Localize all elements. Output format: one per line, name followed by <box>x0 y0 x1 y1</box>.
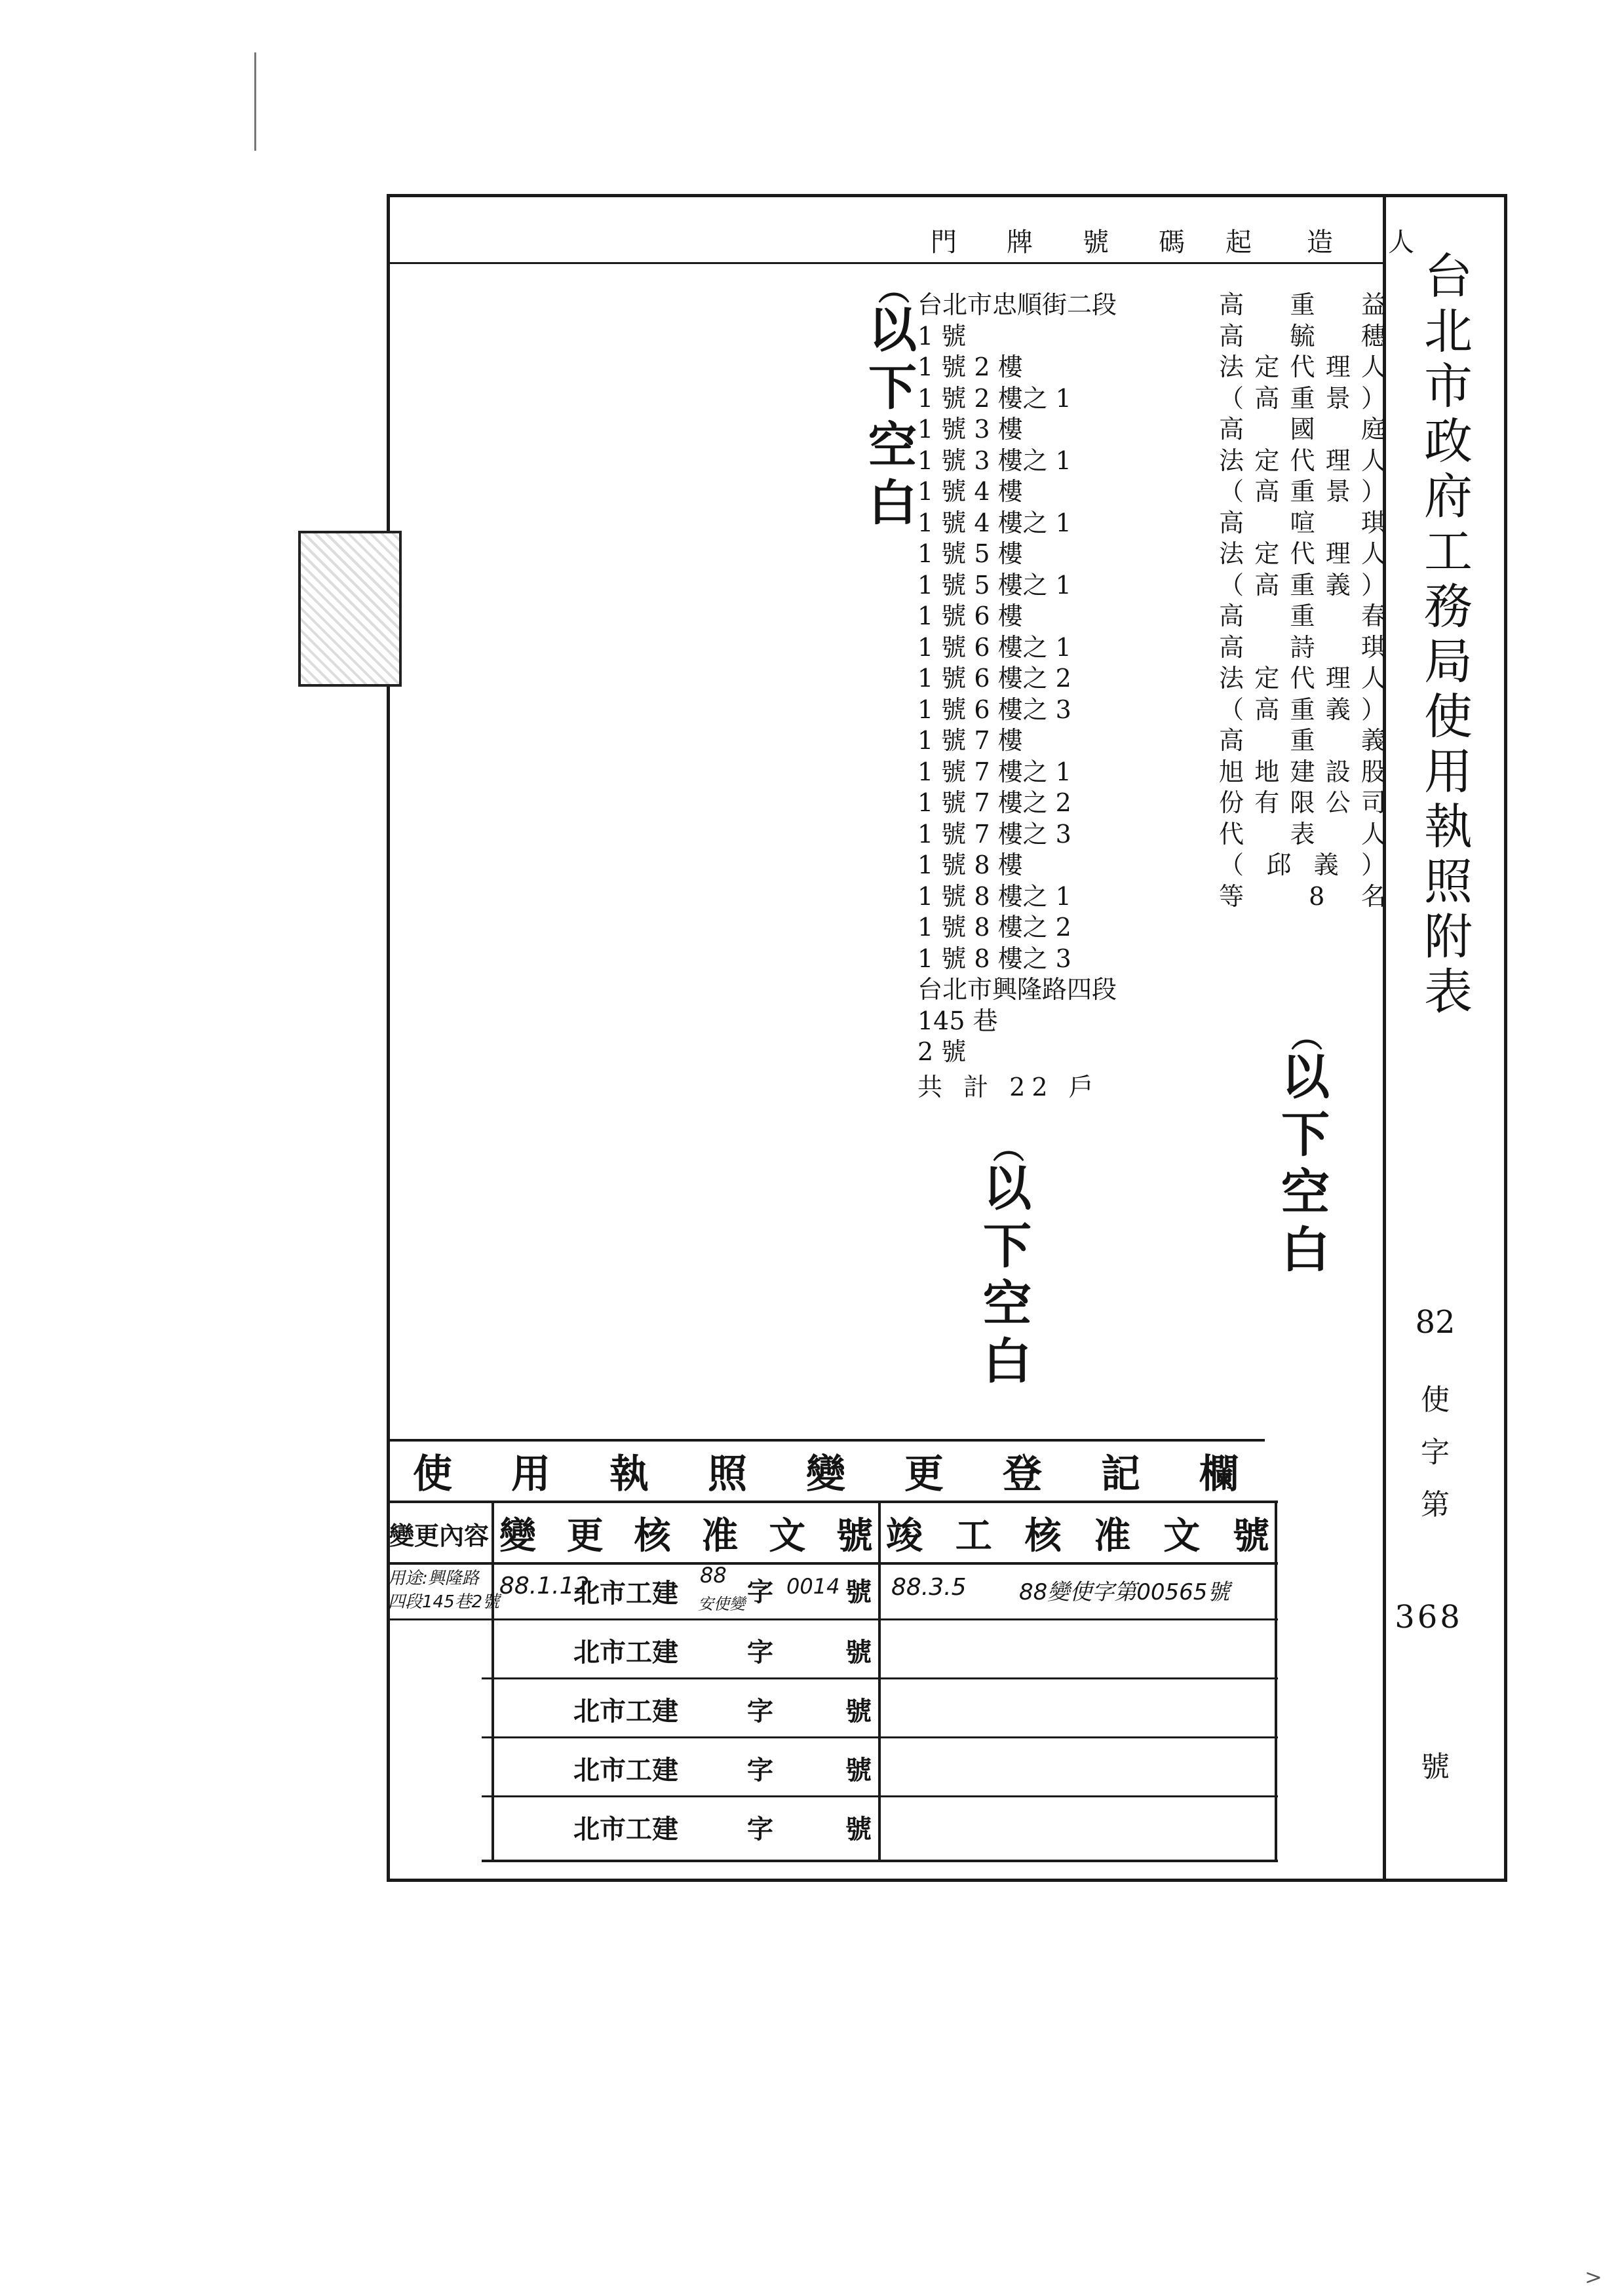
title-char: 市 <box>1424 358 1473 415</box>
title-char: 附 <box>1424 909 1473 965</box>
owner-item: 高重春 <box>1219 602 1386 630</box>
row1-number: 0014 <box>786 1574 840 1599</box>
permit-char-1: 使 <box>1421 1383 1450 1417</box>
row1-hao: 號 <box>845 1577 872 1607</box>
blank-marker-char: （ <box>874 272 911 305</box>
address-item: 台北市忠順街二段 <box>917 290 1117 319</box>
document-title <box>1416 249 1481 1020</box>
title-char: 台 <box>1424 248 1473 305</box>
register-row-line <box>482 1736 1278 1738</box>
owner-item: （高重景） <box>1219 477 1386 506</box>
blank-marker-char: 以 <box>868 302 917 358</box>
header-char: 號 <box>1232 1514 1269 1558</box>
header-char: 核 <box>634 1514 671 1558</box>
address-item: 1 號 5 樓 <box>917 539 1023 568</box>
header-char: 准 <box>1094 1514 1131 1558</box>
permit-year: 82 <box>1415 1304 1456 1341</box>
owner-item: （邱義） <box>1219 851 1386 879</box>
header-char: 更 <box>566 1514 604 1558</box>
empty-row-office: 北市工建 <box>573 1637 678 1668</box>
header-char: 竣 <box>886 1514 923 1558</box>
blank-marker-char: （ <box>988 1130 1026 1163</box>
register-bottom-line <box>482 1860 1278 1862</box>
owner-item: 法定代理人 <box>1219 446 1386 475</box>
owner-item: 高國庭 <box>1219 415 1386 444</box>
header-char: 變 <box>499 1514 536 1558</box>
title-char: 表 <box>1424 964 1473 1020</box>
title-char: 使 <box>1424 689 1473 745</box>
address-item: 台北市興隆路四段 <box>917 975 1117 1004</box>
address-item: 1 號 6 樓之 2 <box>917 664 1071 693</box>
register-col-line-3 <box>1275 1501 1277 1861</box>
title-char: 工 <box>1424 524 1473 580</box>
blank-marker-char: 白 <box>868 475 917 531</box>
blank-marker-char: （ <box>1286 1019 1324 1052</box>
blank-marker-char: 下 <box>868 360 917 416</box>
empty-row-office: 北市工建 <box>573 1814 678 1845</box>
owner-item: 高重益 <box>1219 290 1386 319</box>
address-item: 1 號 3 樓之 1 <box>917 446 1071 475</box>
address-item: 1 號 3 樓 <box>917 415 1023 444</box>
address-item: 1 號 <box>917 321 967 351</box>
permit-number: 368 <box>1395 1599 1463 1636</box>
address-item: 1 號 6 樓之 3 <box>917 695 1071 724</box>
row1-completion-date: 88.3.5 <box>891 1574 967 1601</box>
address-item: 1 號 4 樓之 1 <box>917 508 1071 537</box>
owner-item: 高毓穗 <box>1219 321 1386 351</box>
row1-content-line1: 用途:興隆路 <box>388 1569 479 1588</box>
row1-handwritten-num: 88 <box>700 1563 727 1588</box>
owner-item: 等 8 名 <box>1219 881 1386 911</box>
register-title-char: 照 <box>708 1451 747 1497</box>
blank-marker-char: 以 <box>983 1160 1032 1217</box>
register-row-line <box>482 1677 1278 1679</box>
row1-underline <box>387 1618 1278 1620</box>
header-char: 號 <box>836 1514 873 1558</box>
owner-list <box>1219 290 1386 912</box>
empty-row-zi: 字 <box>747 1696 773 1727</box>
register-title-char: 記 <box>1101 1451 1140 1497</box>
empty-row-zi: 字 <box>747 1814 773 1845</box>
address-column-header: 門 牌 號 碼 <box>931 227 1197 258</box>
title-char: 府 <box>1424 469 1473 525</box>
empty-row-zi: 字 <box>747 1637 773 1668</box>
permit-suffix: 號 <box>1421 1750 1450 1784</box>
blank-marker-middle <box>983 1130 1032 1390</box>
register-title-underline <box>387 1501 1278 1503</box>
title-char: 政 <box>1424 413 1473 470</box>
empty-row-zi: 字 <box>747 1755 773 1786</box>
owner-item: 高詩琪 <box>1219 632 1386 662</box>
owner-item: 高重義 <box>1219 726 1386 755</box>
address-item: 2 號 <box>917 1037 967 1066</box>
register-col-completion <box>886 1507 1269 1559</box>
register-title-char: 欄 <box>1199 1451 1239 1497</box>
row1-office: 北市工建 <box>573 1578 678 1609</box>
register-header-underline <box>387 1562 1278 1565</box>
address-item: 1 號 6 樓 <box>917 602 1023 630</box>
row1-completion-no: 88變使字第00565號 <box>1019 1579 1230 1605</box>
address-item: 1 號 4 樓 <box>917 477 1023 506</box>
blank-marker-char: 空 <box>983 1276 1032 1332</box>
row1-sub: 安使變 <box>698 1595 745 1613</box>
row1-date: 88.1.12 <box>499 1573 590 1599</box>
owner-item: 法定代理人 <box>1219 664 1386 693</box>
blank-marker-char: 空 <box>1281 1164 1330 1221</box>
blank-marker-char: 下 <box>1281 1107 1330 1163</box>
owner-item: 法定代理人 <box>1219 539 1386 568</box>
address-item: 1 號 7 樓之 3 <box>917 819 1071 849</box>
register-title-char: 更 <box>904 1451 944 1497</box>
header-char: 文 <box>769 1514 806 1558</box>
owner-item: 代表人 <box>1219 819 1386 849</box>
register-col-content: 變更內容 <box>389 1520 489 1550</box>
title-char: 照 <box>1424 854 1473 910</box>
register-title <box>387 1442 1265 1501</box>
register-title-char: 登 <box>1003 1451 1042 1497</box>
address-item: 1 號 2 樓 <box>917 353 1023 381</box>
owner-item: 法定代理人 <box>1219 353 1386 381</box>
blank-marker-char: 以 <box>1281 1049 1330 1105</box>
empty-row-office: 北市工建 <box>573 1755 678 1786</box>
title-char: 務 <box>1424 579 1473 635</box>
address-item: 1 號 7 樓之 1 <box>917 757 1071 786</box>
empty-row-office: 北市工建 <box>573 1696 678 1727</box>
scan-mark-left <box>254 52 256 151</box>
owner-item: 份有限公司 <box>1219 788 1386 817</box>
blank-marker-left <box>868 272 917 532</box>
blank-marker-char: 空 <box>868 417 917 474</box>
address-item: 1 號 7 樓之 2 <box>917 788 1071 817</box>
header-divider <box>390 262 1383 264</box>
row1-content-line2: 四段145巷2號 <box>388 1592 500 1612</box>
owner-item: （高重景） <box>1219 383 1386 413</box>
owner-column-header: 起 造 人 <box>1225 227 1429 258</box>
seal-stamp <box>298 531 402 687</box>
address-item: 1 號 8 樓之 2 <box>917 913 1071 942</box>
address-item: 1 號 5 樓之 1 <box>917 570 1071 600</box>
register-title-char: 用 <box>511 1451 550 1497</box>
blank-marker-char: 白 <box>1281 1222 1330 1278</box>
scan-corner-mark: > <box>1585 2265 1602 2289</box>
permit-char-3: 第 <box>1421 1488 1450 1521</box>
row1-zi: 字 <box>747 1577 773 1607</box>
header-char: 文 <box>1163 1514 1201 1558</box>
owner-item: （高重義） <box>1219 570 1386 600</box>
address-item: 1 號 2 樓之 1 <box>917 383 1071 413</box>
register-col-line-1 <box>492 1501 494 1861</box>
address-item: 1 號 7 樓 <box>917 726 1023 755</box>
title-char: 北 <box>1424 303 1473 360</box>
permit-char-2: 字 <box>1421 1436 1450 1469</box>
blank-marker-right <box>1281 1019 1330 1279</box>
address-item: 1 號 8 樓之 1 <box>917 881 1071 911</box>
title-char: 執 <box>1424 799 1473 855</box>
header-char: 核 <box>1024 1514 1062 1558</box>
blank-marker-char: 下 <box>983 1218 1032 1274</box>
address-item: 145 巷 <box>917 1006 998 1035</box>
register-title-char: 執 <box>609 1451 649 1497</box>
header-char: 工 <box>955 1514 992 1558</box>
address-list <box>917 290 1117 1103</box>
empty-row-hao: 號 <box>845 1696 872 1727</box>
owner-item: （高重義） <box>1219 695 1386 724</box>
header-char: 准 <box>701 1514 739 1558</box>
empty-row-hao: 號 <box>845 1814 872 1845</box>
empty-row-hao: 號 <box>845 1637 872 1668</box>
title-char: 局 <box>1424 634 1473 690</box>
address-item: 1 號 8 樓之 3 <box>917 944 1071 973</box>
register-col-approval <box>499 1507 873 1559</box>
register-title-char: 使 <box>413 1451 452 1497</box>
address-item: 共 計 22 戶 <box>917 1072 1100 1101</box>
register-row-line <box>482 1795 1278 1797</box>
register-col-line-2 <box>878 1501 881 1861</box>
address-item: 1 號 6 樓之 1 <box>917 632 1071 662</box>
owner-item: 高喧琪 <box>1219 508 1386 537</box>
empty-row-hao: 號 <box>845 1755 872 1786</box>
owner-item: 旭地建設股 <box>1219 757 1386 786</box>
blank-marker-char: 白 <box>983 1333 1032 1390</box>
title-char: 用 <box>1424 744 1473 800</box>
address-item: 1 號 8 樓 <box>917 851 1023 879</box>
register-title-char: 變 <box>806 1451 845 1497</box>
